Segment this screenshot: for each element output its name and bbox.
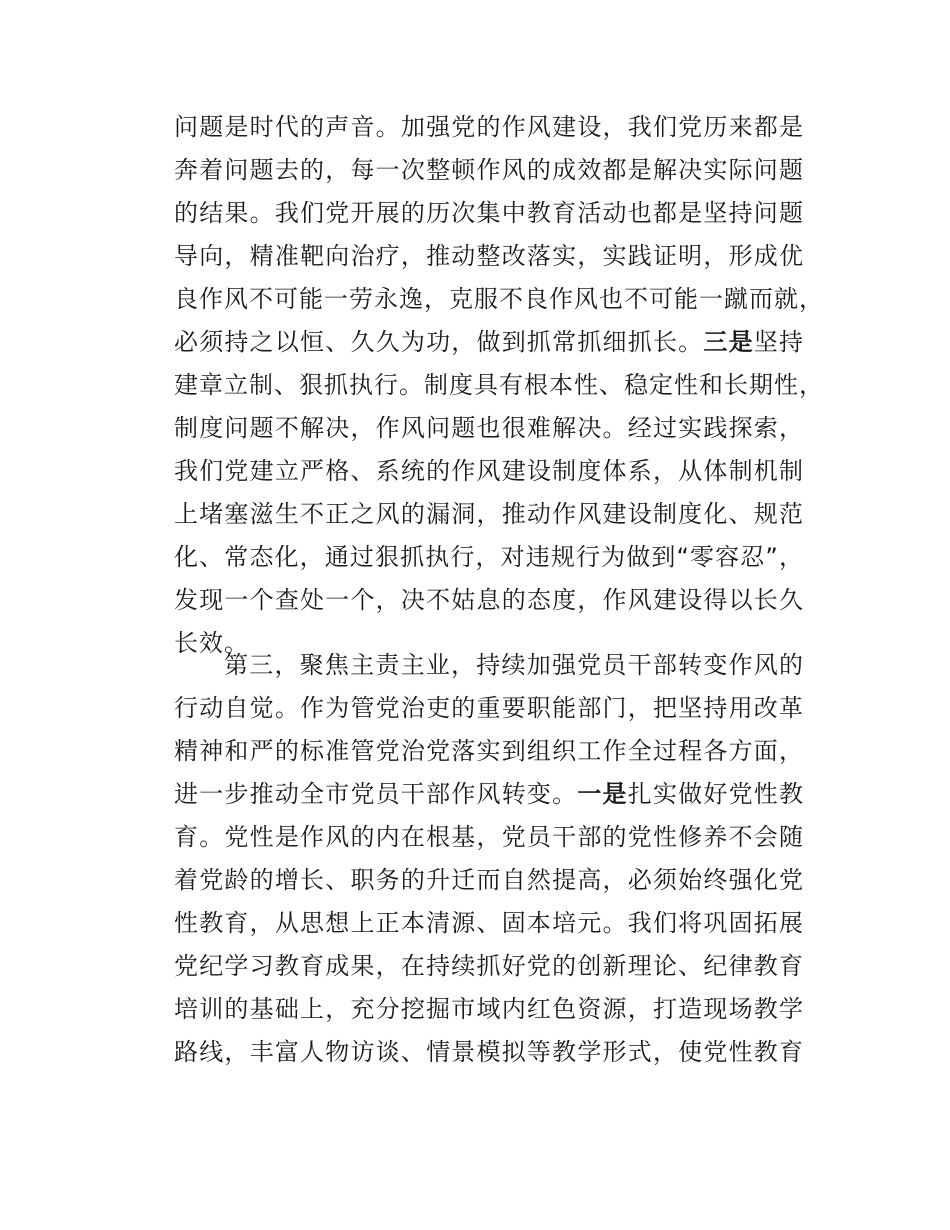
paragraph-1-line-12: 发现一个查处一个，决不姑息的态度，作风建设得以长久 [174, 586, 804, 614]
paragraph-1-line-7: 建章立制、狠抓执行。制度具有根本性、稳定性和长期性， [174, 371, 824, 399]
paragraph-2-line-2: 行动自觉。作为管党治吏的重要职能部门，把坚持用改革 [174, 694, 804, 722]
paragraph-2-line-1: 第三，聚焦主责主业，持续加强党员干部转变作风的 [224, 651, 804, 679]
paragraph-1-line-4: 导向，精准靶向治疗，推动整改落实，实践证明，形成优 [174, 242, 804, 270]
emphasis-yi-shi: 一是 [577, 780, 628, 808]
paragraph-2-line-4 [174, 773, 804, 816]
paragraph-2-line-3: 精神和严的标准管党治党落实到组织工作全过程各方面， [174, 737, 804, 765]
paragraph-2-line-5: 育。党性是作风的内在根基，党员干部的党性修养不会随 [174, 823, 804, 851]
paragraph-2-line-8: 党纪学习教育成果，在持续抓好党的创新理论、纪律教育 [174, 952, 804, 980]
paragraph-2-line-10: 路线，丰富人物访谈、情景模拟等教学形式，使党性教育 [174, 1038, 804, 1066]
paragraph-1-line-3: 的结果。我们党开展的历次集中教育活动也都是坚持问题 [174, 199, 804, 227]
paragraph-1-line-9: 我们党建立严格、系统的作风建设制度体系，从体制机制 [174, 457, 804, 485]
paragraph-1-line-1: 问题是时代的声音。加强党的作风建设，我们党历来都是 [174, 113, 804, 141]
paragraph-2-line-7: 性教育，从思想上正本清源、固本培元。我们将巩固拓展 [174, 909, 804, 937]
line-6-tail: 坚持 [753, 328, 805, 356]
paragraph-2 [174, 644, 804, 1074]
paragraph-1-line-5: 良作风不可能一劳永逸，克服不良作风也不可能一蹴而就， [174, 285, 824, 313]
paragraph-1-line-6 [174, 321, 804, 364]
paragraph-2-line-6: 着党龄的增长、职务的升迁而自然提高，必须始终强化党 [174, 866, 804, 894]
paragraph-2-line-9: 培训的基础上，充分挖掘市域内红色资源，打造现场教学 [174, 995, 804, 1023]
paragraph-1-line-8: 制度问题不解决，作风问题也很难解决。经过实践探索， [174, 414, 804, 442]
paragraph-1-line-2: 奔着问题去的，每一次整顿作风的成效都是解决实际问题 [174, 156, 804, 184]
paragraph-1-line-13: 长效。 [174, 629, 249, 657]
paragraph-1-line-11: 化、常态化，通过狠抓执行，对违规行为做到“零容忍”， [174, 543, 804, 571]
line-4-tail: 扎实做好党性教 [627, 780, 805, 808]
paragraph-1-line-10: 上堵塞滋生不正之风的漏洞，推动作风建设制度化、规范 [174, 500, 804, 528]
line-6-text: 必须持之以恒、久久为功，做到抓常抓细抓长。 [174, 328, 704, 356]
line-4-text: 进一步推动全市党员干部作风转变。 [174, 780, 578, 808]
emphasis-san-shi: 三是 [703, 328, 754, 356]
paragraph-1 [174, 106, 824, 665]
